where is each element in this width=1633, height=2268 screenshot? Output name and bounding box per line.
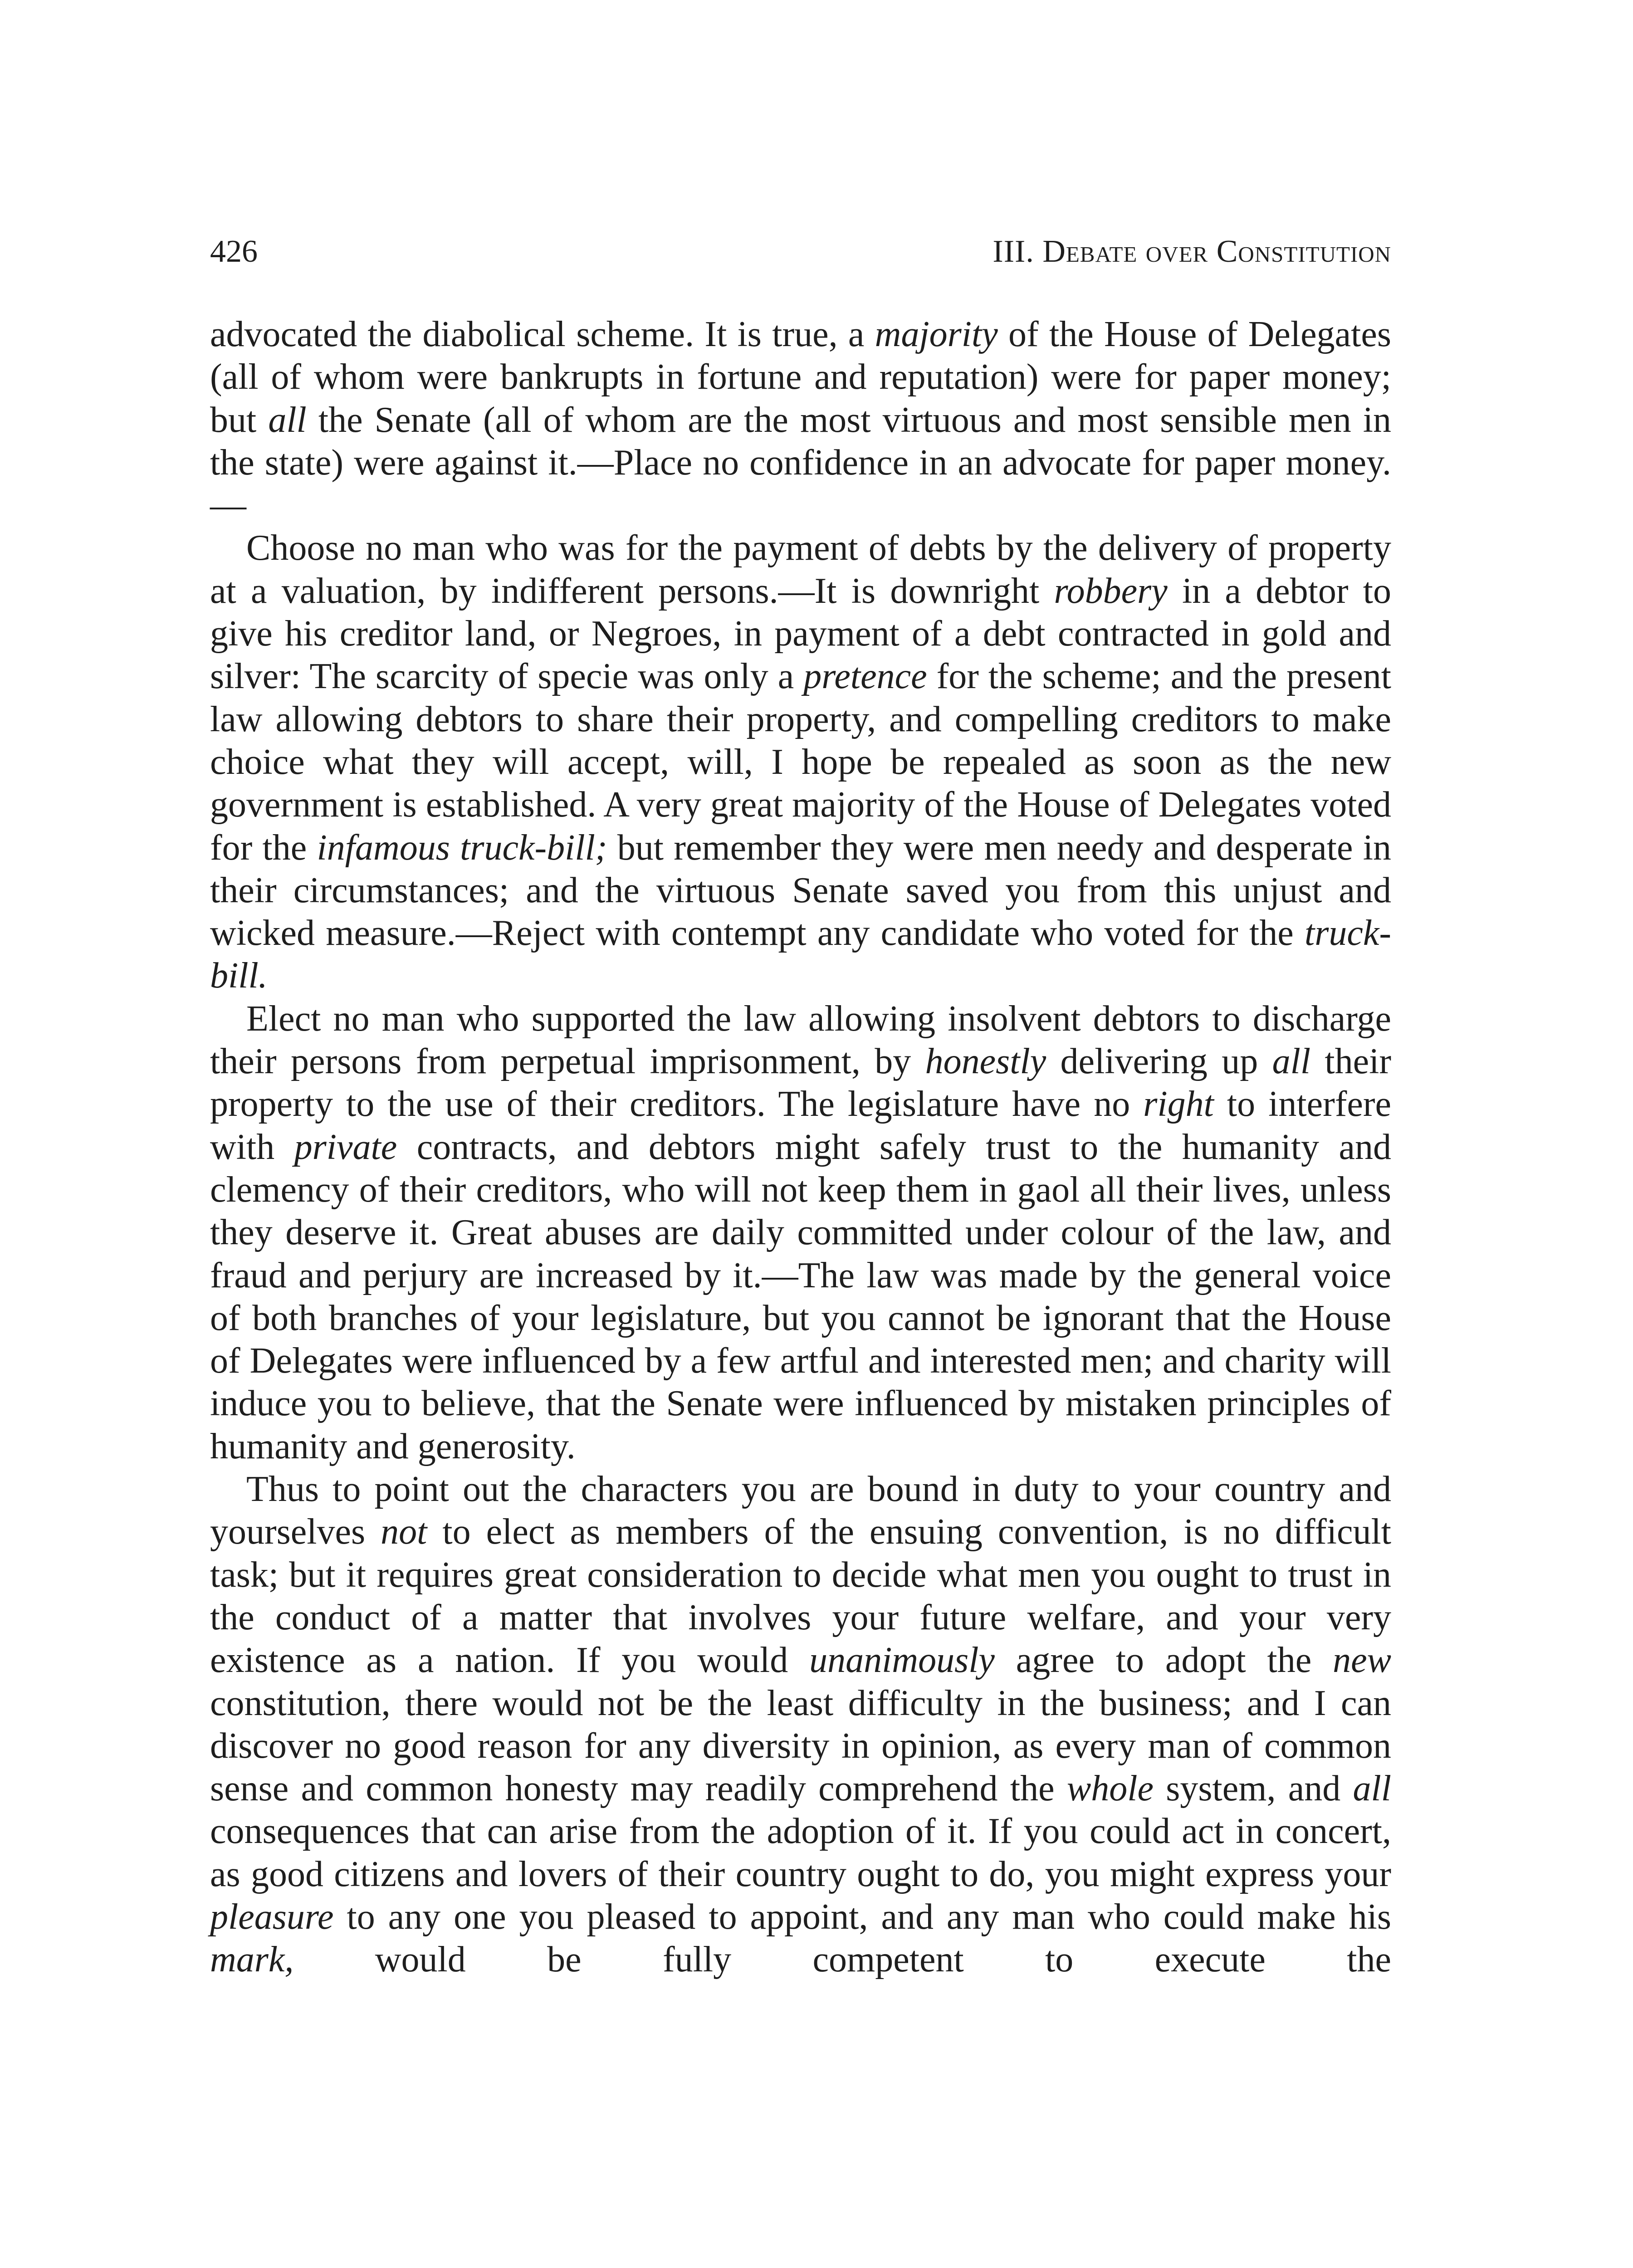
italic-text: robbery — [1054, 571, 1168, 611]
italic-text: honestly — [925, 1041, 1046, 1082]
italic-text: not — [381, 1512, 427, 1552]
body-text — [210, 313, 1391, 1981]
italic-text: pretence — [803, 656, 927, 697]
text-run: but remember they were men needy and desperate in their circumstances; and the virtuous Senate saved you from this unjust and wicked measure.—Reject with contempt any candidate who voted for the — [210, 827, 1392, 953]
italic-text: all — [1353, 1769, 1391, 1809]
italic-text: pleasure — [210, 1897, 334, 1937]
paragraph — [210, 313, 1391, 527]
paragraph — [210, 1468, 1391, 1981]
text-run: would be fully competent to execute the — [293, 1940, 1391, 1980]
text-run: Thus to point out the characters you are bound in duty to your country and yourselves — [210, 1469, 1391, 1552]
text-run: in a debtor to give his creditor land, or Negroes, in payment of a debt contracted in gold and silver: The scarcity of specie was only a — [210, 571, 1391, 697]
paragraph — [210, 997, 1391, 1468]
text-run: advocated the diabolical scheme. It is true, a — [210, 314, 875, 354]
text-run: of the House of Delegates (all of whom were bankrupts in fortune and reputation) were for paper money; but — [210, 314, 1391, 440]
italic-text: whole — [1066, 1769, 1154, 1809]
text-run: for the scheme; and the present law allowing debtors to share their property, and compelling creditors to make choice what they will accept, will, I hope be repealed as soon as the new government is established. A very great majority of the House of Delegates voted for the — [210, 656, 1392, 868]
text-run: Elect no man who supported the law allowing insolvent debtors to discharge their persons from perpetual imprisonment, by — [210, 998, 1391, 1082]
page-number: 426 — [210, 234, 258, 269]
italic-text: mark, — [210, 1940, 294, 1980]
running-head — [210, 227, 1391, 277]
italic-text: majority — [875, 314, 998, 354]
text-run: consequences that can arise from the adoption of it. If you could act in concert, as good citizens and lovers of their country ought to do, you might express your — [210, 1811, 1391, 1894]
text-run: constitution, there would not be the least difficulty in the business; and I can discover no good reason for any diversity in opinion, as every man of common sense and common honesty may readily comprehend the — [210, 1683, 1391, 1809]
italic-text: all — [1272, 1041, 1311, 1082]
text-run: to any one you pleased to appoint, and any man who could make his — [333, 1897, 1391, 1937]
italic-text: truck-bill. — [210, 913, 1391, 996]
italic-text: right — [1143, 1084, 1214, 1124]
text-run: their property to the use of their creditors. The legislature have no — [210, 1041, 1391, 1124]
italic-text: private — [294, 1127, 397, 1167]
italic-text: infamous truck-bill; — [317, 827, 607, 868]
italic-text: all — [268, 400, 307, 440]
text-run: agree to adopt the — [994, 1640, 1333, 1681]
italic-text: new — [1333, 1640, 1391, 1681]
italic-text: unanimously — [809, 1640, 995, 1681]
text-run: delivering up — [1046, 1041, 1272, 1082]
text-run: to elect as members of the ensuing convention, is no difficult task; but it requires great consideration to decide what men you ought to trust in the conduct of a matter that involves your future welfare, and your very existence as a nation. If you would — [210, 1512, 1391, 1681]
text-run: to interfere with — [210, 1084, 1392, 1167]
text-run: Choose no man who was for the payment of debts by the delivery of property at a valuation, by indifferent persons.—It is downright — [210, 528, 1391, 611]
running-title: III. Debate over Constitution — [993, 234, 1391, 269]
text-run: system, and — [1153, 1769, 1353, 1809]
text-run: the Senate (all of whom are the most virtuous and most sensible men in the state) were against it.—Place no confidence in an advocate for paper money.— — [210, 400, 1391, 526]
text-run: contracts, and debtors might safely trust to the humanity and clemency of their creditors, who will not keep them in gaol all their lives, unless they deserve it. Great abuses are daily committed under colour of the law, and fraud and perjury are increased by it.—The law was made by the general voice of both branches of your legislature, but you cannot be ignorant that the House of Delegates were influenced by a few artful and interested men; and charity will induce you to believe, that the Senate were influenced by mistaken principles of humanity and generosity. — [210, 1127, 1391, 1466]
paragraph — [210, 527, 1391, 997]
